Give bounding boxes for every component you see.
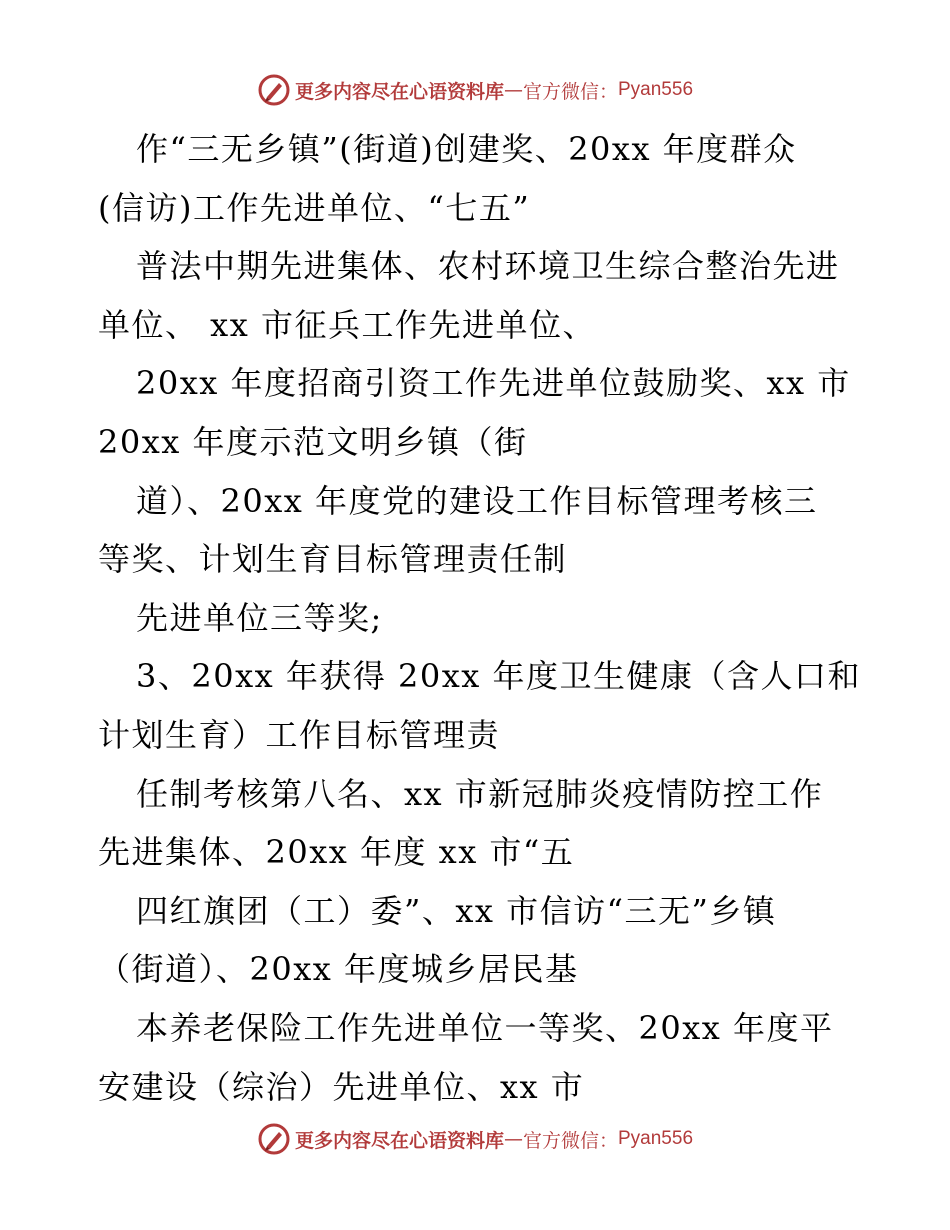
header-banner bbox=[0, 70, 950, 110]
header-separator: — bbox=[503, 79, 523, 101]
text-line: 作“三无乡镇”(街道)创建奖、20xx 年度群众 bbox=[136, 130, 797, 168]
pen-nib-logo-icon bbox=[257, 1122, 291, 1156]
pen-nib-logo-icon bbox=[257, 73, 291, 107]
text-line: 20xx 年度招商引资工作先进单位鼓励奖、xx 市 bbox=[136, 364, 851, 403]
header-promo-text: 更多内容尽在心语资料库 bbox=[294, 80, 504, 103]
text-line: 等奖、计划生育目标管理责任制 bbox=[98, 540, 568, 579]
text-line: 普法中期先进集体、农村环境卫生综合整治先进 bbox=[136, 247, 840, 286]
text-line: （街道）、20xx 年度城乡居民基 bbox=[98, 950, 579, 989]
footer-wechat-label: 官方微信： bbox=[522, 1129, 618, 1152]
text-line: 单位、 xx 市征兵工作先进单位、 bbox=[98, 305, 596, 344]
footer-wechat-id: Pyan556 bbox=[618, 1128, 694, 1149]
text-line: 20xx 年度示范文明乡镇（街 bbox=[98, 422, 528, 461]
text-line: 道）、20xx 年度党的建设工作目标管理考核三 bbox=[136, 481, 818, 520]
text-line: 安建设（综治）先进单位、xx 市 bbox=[98, 1067, 585, 1106]
text-line: (信访)工作先进单位、“七五” bbox=[98, 188, 531, 227]
header-wechat-label: 官方微信： bbox=[522, 80, 618, 103]
header-wechat-id: Pyan556 bbox=[618, 79, 694, 100]
text-line: 先进单位三等奖; bbox=[136, 598, 383, 637]
text-line: 四红旗团（工）委”、xx 市信访“三无”乡镇 bbox=[136, 891, 777, 930]
text-line: 先进集体、20xx 年度 xx 市“五 bbox=[98, 833, 575, 872]
footer-banner bbox=[0, 1119, 950, 1159]
text-line: 3、20xx 年获得 20xx 年度卫生健康（含人口和 bbox=[136, 657, 862, 696]
text-line: 本养老保险工作先进单位一等奖、20xx 年度平 bbox=[136, 1008, 834, 1047]
text-line: 任制考核第八名、xx 市新冠肺炎疫情防控工作 bbox=[136, 774, 824, 813]
footer-separator: — bbox=[503, 1128, 523, 1150]
text-line: 计划生育）工作目标管理责 bbox=[98, 715, 501, 754]
document-body bbox=[98, 120, 878, 1116]
footer-promo-text: 更多内容尽在心语资料库 bbox=[294, 1129, 504, 1152]
